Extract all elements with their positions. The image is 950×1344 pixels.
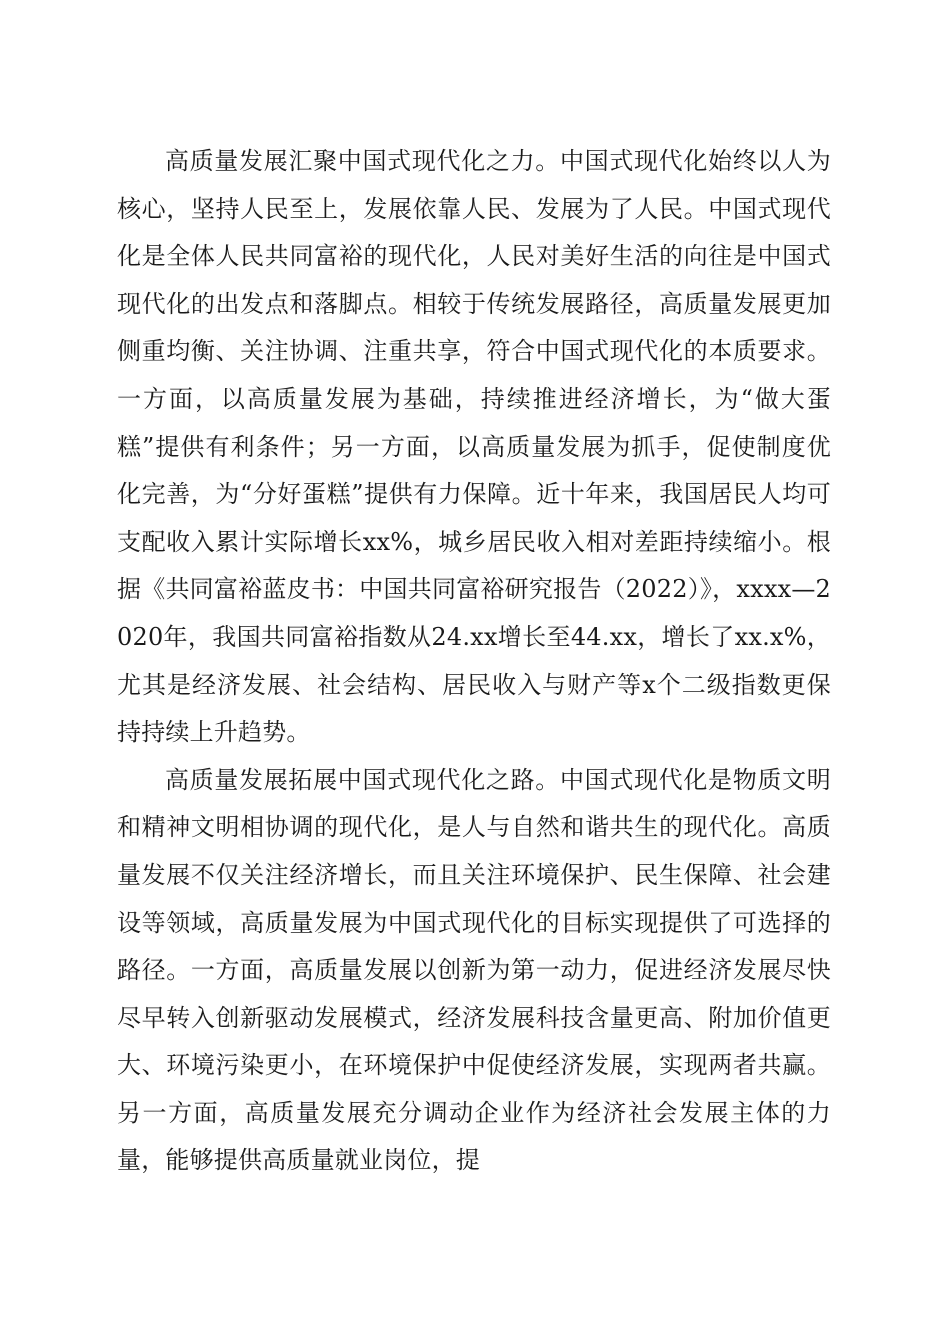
document-body: [117, 138, 831, 1185]
paragraph-1: 高质量发展汇聚中国式现代化之力。中国式现代化始终以人为核心，坚持人民至上，发展依靠人民、发展为了人民。中国式现代化是全体人民共同富裕的现代化，人民对美好生活的向往是中国式现代化的出发点和落脚点。相较于传统发展路径，高质量发展更加侧重均衡、关注协调、注重共享，符合中国式现代化的本质要求。一方面，以高质量发展为基础，持续推进经济增长，为“做大蛋糕”提供有利条件；另一方面，以高质量发展为抓手，促使制度优化完善，为“分好蛋糕”提供有力保障。近十年来，我国居民人均可支配收入累计实际增长xx%，城乡居民收入相对差距持续缩小。根据《共同富裕蓝皮书：中国共同富裕研究报告（2022）》，xxxx—2020年，我国共同富裕指数从24.xx增长至44.xx，增长了xx.x%，尤其是经济发展、社会结构、居民收入与财产等x个二级指数更保持持续上升趋势。: [117, 147, 831, 747]
paragraph-2: 高质量发展拓展中国式现代化之路。中国式现代化是物质文明和精神文明相协调的现代化，是人与自然和谐共生的现代化。高质量发展不仅关注经济增长，而且关注环境保护、民生保障、社会建设等领域，高质量发展为中国式现代化的目标实现提供了可选择的路径。一方面，高质量发展以创新为第一动力，促进经济发展尽快尽早转入创新驱动发展模式，经济发展科技含量更高、附加价值更大、环境污染更小，在环境保护中促使经济发展，实现两者共赢。另一方面，高质量发展充分调动企业作为经济社会发展主体的力量，能够提供高质量就业岗位，提: [117, 765, 831, 1175]
